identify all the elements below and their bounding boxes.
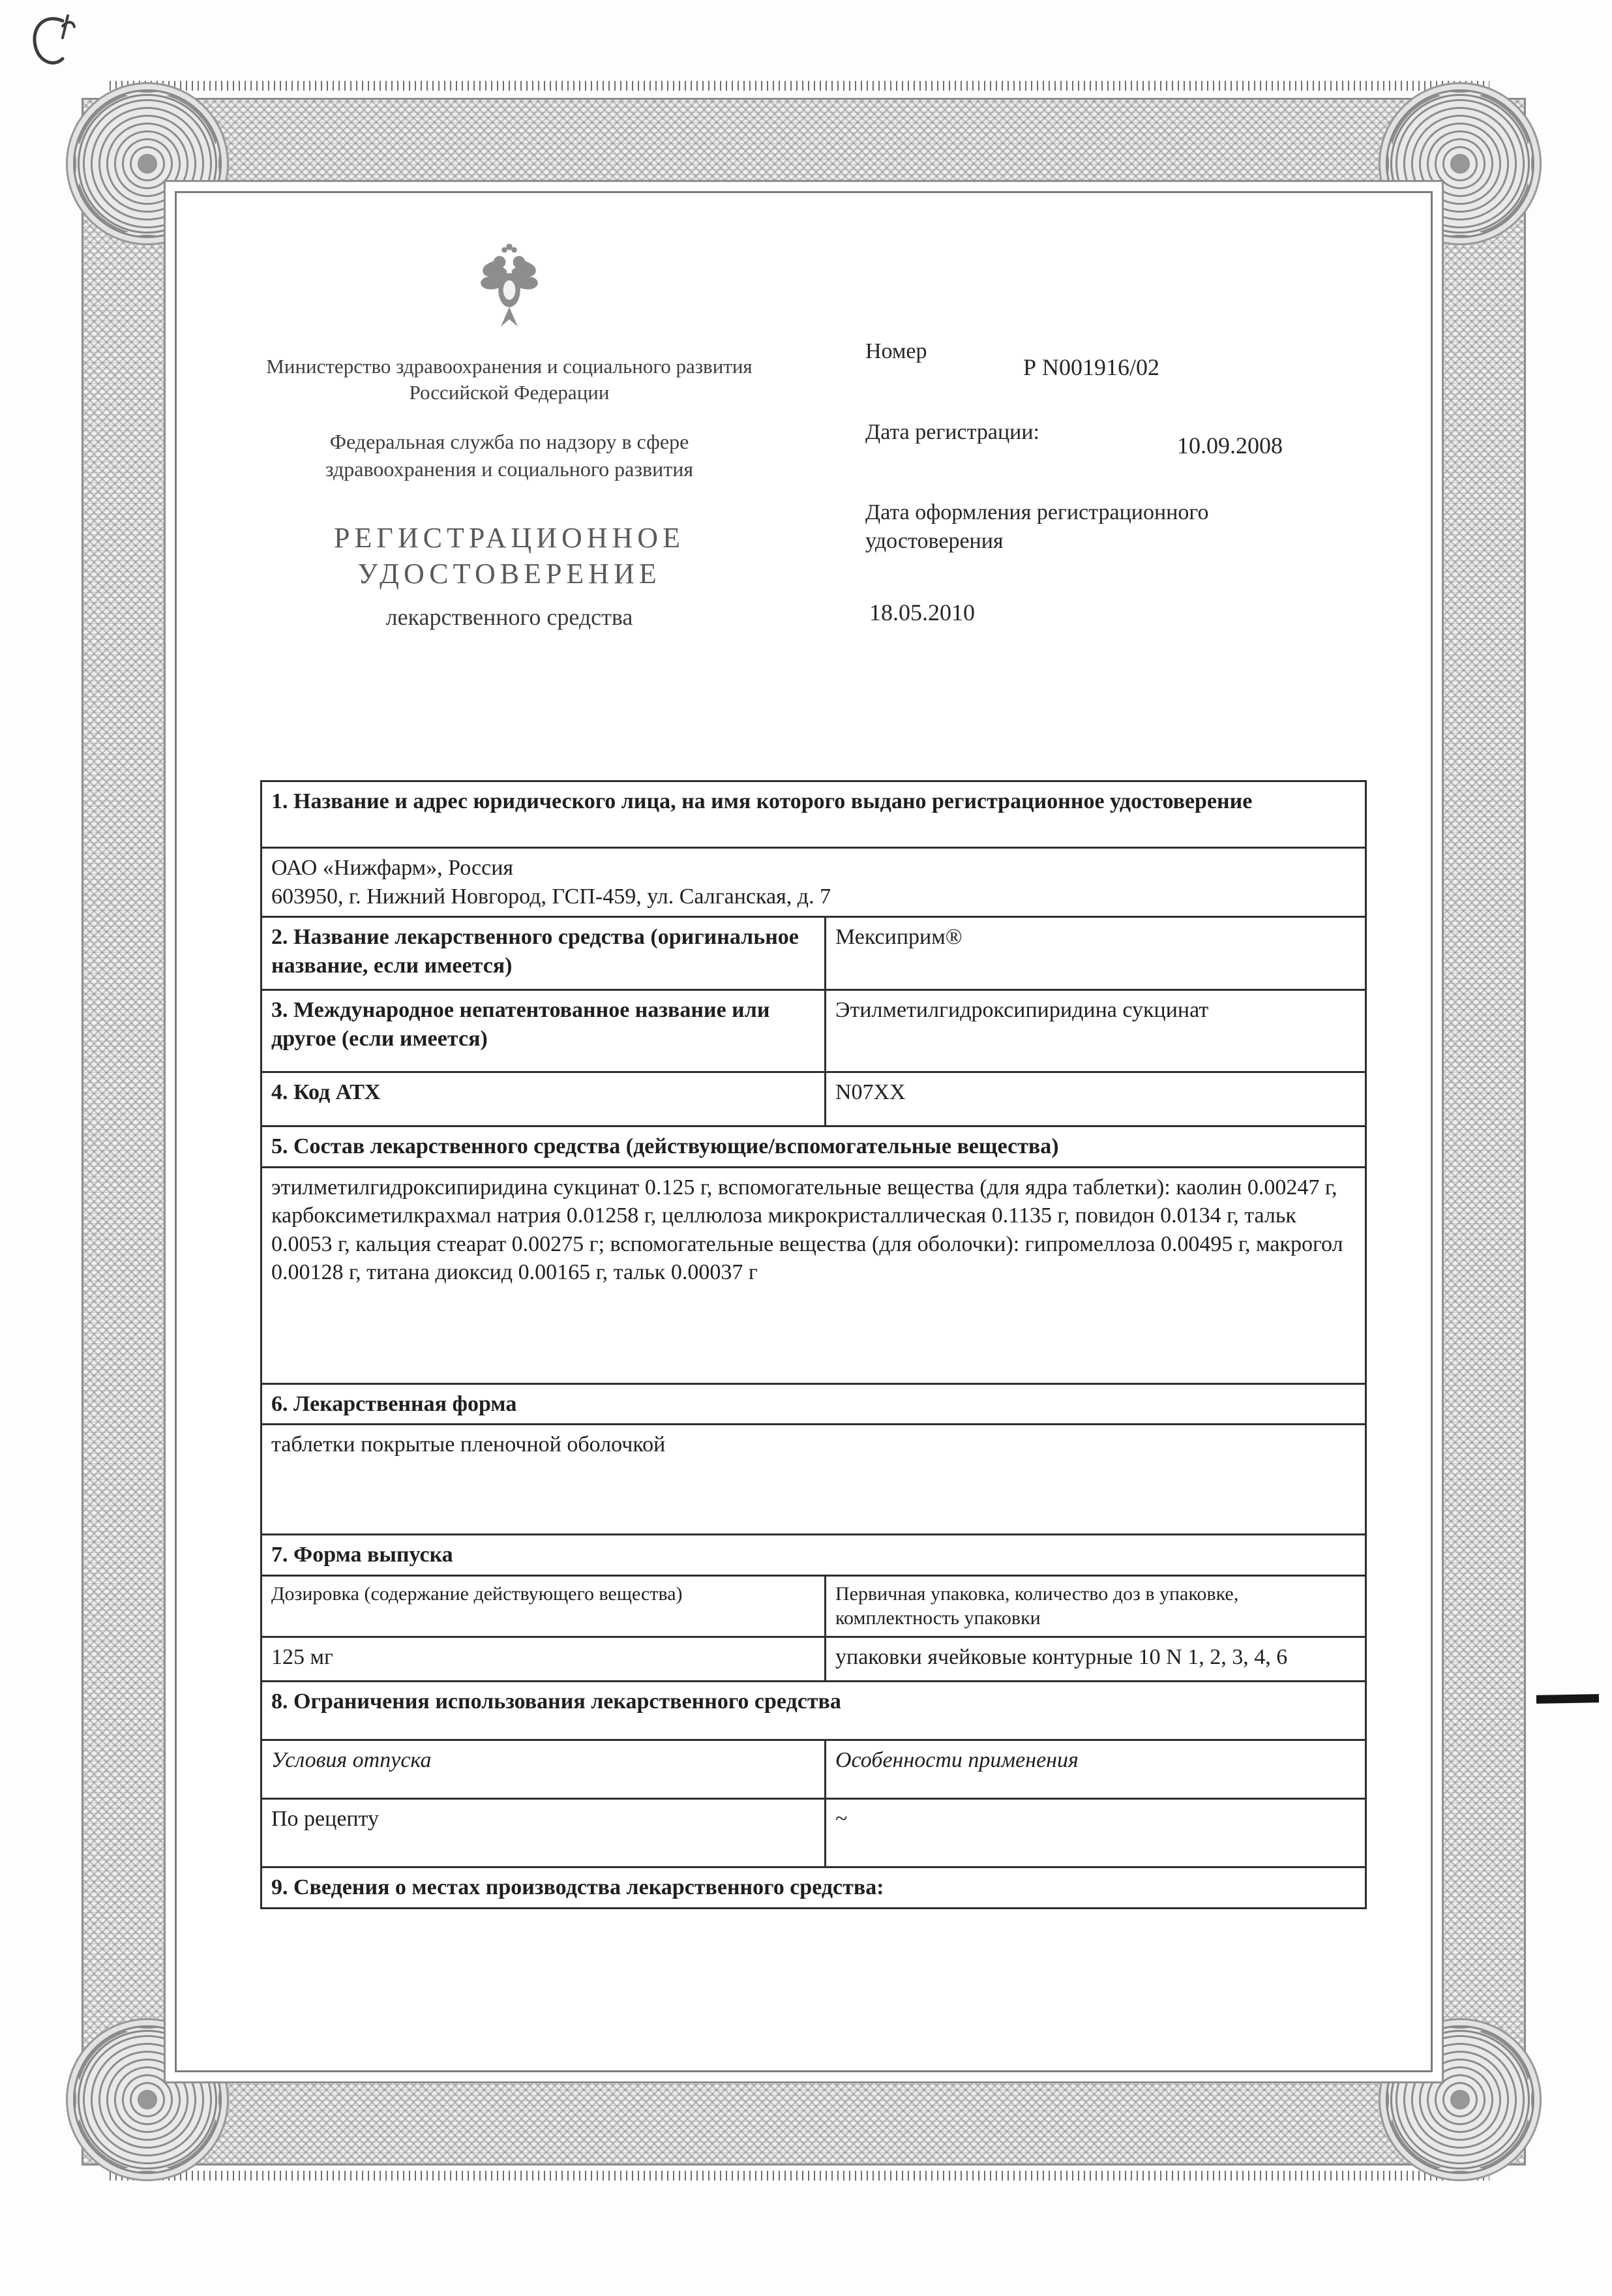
cell-s5-body: этилметилгидроксипиридина сукцинат 0.125 г, вспомогательные вещества (для ядра таблетки): каолин 0.00247 г, карбоксиметилкрахмал натрия 0.01258 г, целлюлоза микрокристаллическая 0.1135 г, повидон 0.0134 г, тальк 0.0053 г, кальция стеарат 0.00275 г; вспомогательные вещества (для оболочки): гипромеллоза 0.00495 г, макрогол 0.00128 г, титана диоксид 0.00165 г, тальк 0.00037 г: [261, 1167, 1366, 1383]
issue-date-label: Дата оформления регистрационного удостоверения: [865, 500, 1209, 554]
cell-s7-col1-header: Дозировка (содержание действующего вещества): [261, 1575, 826, 1637]
border-ticks-bottom: [110, 2171, 1489, 2181]
document-title-line1: РЕГИСТРАЦИОННОЕ: [334, 521, 685, 554]
document-title-line2: УДОСТОВЕРЕНИЕ: [357, 557, 661, 590]
table-row: [261, 1425, 1366, 1535]
document-title: [222, 520, 796, 592]
cell-s7-col2-value: упаковки ячейковые контурные 10 N 1, 2, 3, 4, 6: [826, 1637, 1366, 1681]
table-row: [261, 1575, 1366, 1637]
cell-s3-value: Этилметилгидроксипиридина сукцинат: [826, 990, 1366, 1072]
ornamental-security-border: [82, 98, 1526, 2166]
cell-s4-value: N07XX: [826, 1072, 1366, 1126]
cell-s2-label: 2. Название лекарственного средства (оригинальное название, если имеется): [261, 917, 826, 990]
certificate-header: [177, 193, 1431, 780]
table-row: [261, 1740, 1366, 1798]
table-row: [261, 1126, 1366, 1168]
registration-date-label: Дата регистрации:: [865, 420, 1039, 444]
cell-s4-label: 4. Код АТХ: [261, 1072, 826, 1126]
table-row: [261, 1072, 1366, 1126]
cell-s8-col2-label: Особенности применения: [826, 1740, 1366, 1798]
cell-s8-col1-label: Условия отпуска: [261, 1740, 826, 1798]
table-row: [261, 917, 1366, 990]
cell-s5-header: 5. Состав лекарственного средства (действующие/вспомогательные вещества): [261, 1126, 1366, 1168]
table-row: [261, 1681, 1366, 1740]
coat-of-arms-icon: [473, 239, 546, 337]
table-row: [261, 1383, 1366, 1425]
table-row: [261, 1798, 1366, 1867]
table-row: [261, 781, 1366, 848]
cell-s9-header: 9. Сведения о местах производства лекарственного средства:: [261, 1867, 1366, 1908]
cell-s8-header: 8. Ограничения использования лекарственного средства: [261, 1681, 1366, 1740]
document-subtitle: лекарственного средства: [385, 604, 633, 631]
ministry-name: Министерство здравоохранения и социального развития Российской Федерации: [266, 355, 753, 404]
border-ticks-top: [110, 81, 1489, 91]
cell-s8-col1-value: По рецепту: [261, 1798, 826, 1867]
number-value: Р N001916/02: [1023, 354, 1160, 380]
issuer-block: [222, 239, 796, 631]
cell-s6-header: 6. Лекарственная форма: [261, 1383, 1366, 1425]
federal-service-name: Федеральная служба по надзору в сфере здравоохранения и социального развития: [325, 430, 694, 481]
holder-address: 603950, г. Нижний Новгород, ГСП-459, ул. Салганская, д. 7: [271, 884, 831, 909]
cell-s1-body: [261, 848, 1366, 917]
cell-s3-label: 3. Международное непатентованное название или другое (если имеется): [261, 990, 826, 1072]
cell-s6-body: таблетки покрытые пленочной оболочкой: [261, 1425, 1366, 1535]
cell-s7-col1-value: 125 мг: [261, 1637, 826, 1681]
handwritten-mark: [25, 9, 90, 81]
certificate-table: [260, 780, 1367, 1909]
cell-s7-col2-header: Первичная упаковка, количество доз в упаковке, комплектность упаковки: [826, 1575, 1366, 1637]
cell-s1-header: 1. Название и адрес юридического лица, на имя которого выдано регистрационное удостоверение: [261, 781, 1366, 848]
registration-date-value: 10.09.2008: [1177, 432, 1283, 459]
cell-s8-col2-value: ~: [826, 1798, 1366, 1867]
issue-date-value: 18.05.2010: [869, 599, 975, 626]
table-row: [261, 1167, 1366, 1383]
cell-s2-value: Мексиприм®: [826, 917, 1366, 990]
table-row: [261, 1535, 1366, 1576]
scan-artifact-dash: [1536, 1694, 1599, 1704]
holder-name: ОАО «Нижфарм», Россия: [271, 856, 514, 880]
certificate-body: [175, 191, 1433, 2072]
table-row: [261, 990, 1366, 1072]
table-row: [261, 1637, 1366, 1681]
table-row: [261, 1867, 1366, 1908]
cell-s7-header: 7. Форма выпуска: [261, 1535, 1366, 1576]
table-row: [261, 848, 1366, 917]
number-label: Номер: [865, 339, 927, 363]
